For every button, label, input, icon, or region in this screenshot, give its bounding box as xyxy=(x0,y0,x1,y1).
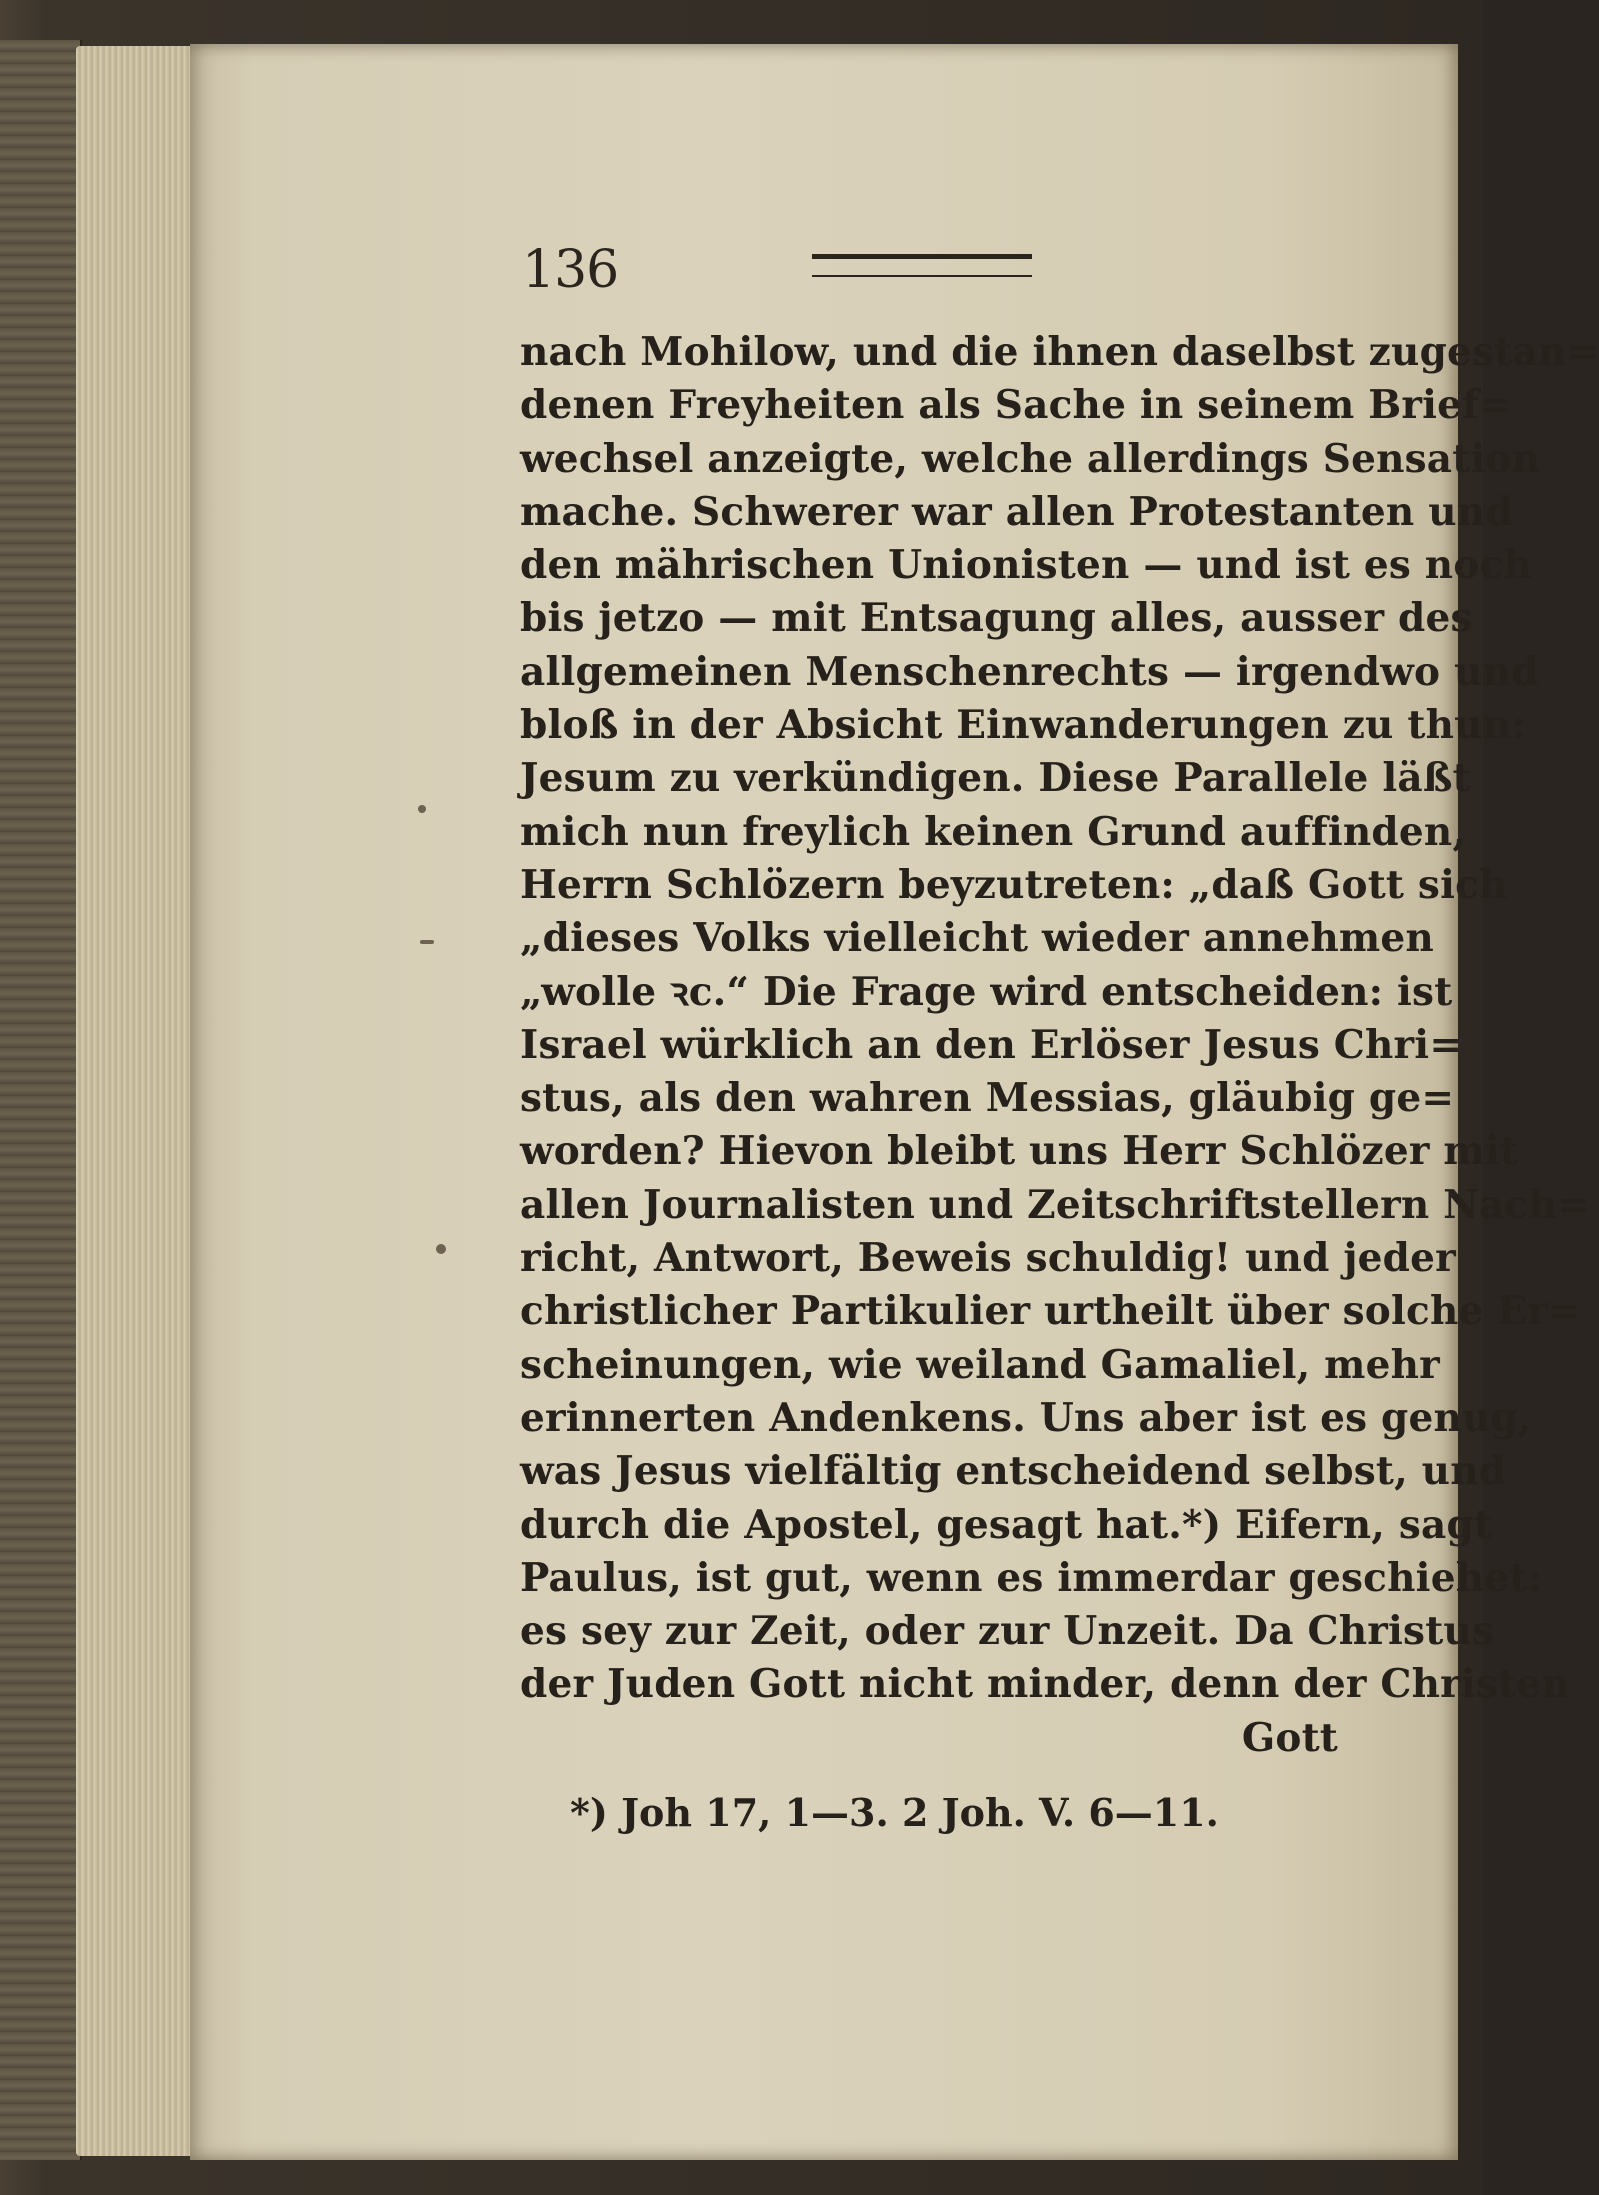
text-line: christlicher Partikulier urtheilt über solche Er= xyxy=(520,1288,1581,1335)
text-line: durch die Apostel, gesagt hat.*) Eifern, sagt xyxy=(520,1501,1493,1548)
text-line: es sey zur Zeit, oder zur Unzeit. Da Christus xyxy=(520,1608,1495,1655)
text-line: scheinungen, wie weiland Gamaliel, mehr xyxy=(520,1341,1440,1388)
paper-speck xyxy=(420,940,434,944)
text-line: Jesum zu verkündigen. Diese Parallele läßt xyxy=(520,755,1471,802)
paper-speck xyxy=(418,805,426,813)
text-line: Herrn Schlözern beyzutreten: „daß Gott sich xyxy=(520,861,1508,908)
text-line: bis jetzo — mit Entsagung alles, ausser des xyxy=(520,595,1473,642)
page-number: 136 xyxy=(522,240,619,300)
paper-speck xyxy=(436,1244,446,1254)
text-line: der Juden Gott nicht minder, denn der Christen xyxy=(520,1661,1570,1708)
page-block-edges xyxy=(76,46,196,2156)
body-text xyxy=(520,326,1599,1765)
text-line: wechsel anzeigte, welche allerdings Sensation xyxy=(520,435,1541,482)
catchword: Gott xyxy=(1241,1714,1338,1761)
text-line: „dieses Volks vielleicht wieder annehmen xyxy=(520,915,1434,962)
text-line: allgemeinen Menschenrechts — irgendwo und xyxy=(520,648,1539,695)
text-line: bloß in der Absicht Einwanderungen zu thun: xyxy=(520,702,1526,749)
text-line: Paulus, ist gut, wenn es immerdar geschiehet: xyxy=(520,1554,1543,1601)
text-line: nach Mohilow, und die ihnen daselbst zugestan= xyxy=(520,329,1599,375)
text-line: allen Journalisten und Zeitschriftstellern Nach= xyxy=(520,1181,1590,1228)
text-line: stus, als den wahren Messias, gläubig ge= xyxy=(520,1075,1455,1122)
text-line: worden? Hievon bleibt uns Herr Schlözer mit xyxy=(520,1128,1519,1175)
text-line: was Jesus vielfältig entscheidend selbst, und xyxy=(520,1448,1507,1495)
text-line: richt, Antwort, Beweis schuldig! und jeder xyxy=(520,1235,1456,1282)
header-rule xyxy=(812,254,1032,277)
book-cover-edge xyxy=(0,40,82,2160)
text-line: Israel würklich an den Erlöser Jesus Chri= xyxy=(520,1021,1463,1068)
text-line: „wolle ꝛc.“ Die Frage wird entscheiden: ist xyxy=(520,968,1453,1015)
text-line: den mährischen Unionisten — und ist es noch xyxy=(520,542,1533,589)
footnote: *) Joh 17, 1—3. 2 Joh. V. 6—11. xyxy=(570,1790,1219,1835)
text-line: mache. Schwerer war allen Protestanten und xyxy=(520,488,1513,535)
text-line: erinnerten Andenkens. Uns aber ist es genug, xyxy=(520,1394,1532,1441)
text-line: denen Freyheiten als Sache in seinem Brief= xyxy=(520,382,1513,429)
text-line: mich nun freylich keinen Grund auffinden, xyxy=(520,808,1467,855)
